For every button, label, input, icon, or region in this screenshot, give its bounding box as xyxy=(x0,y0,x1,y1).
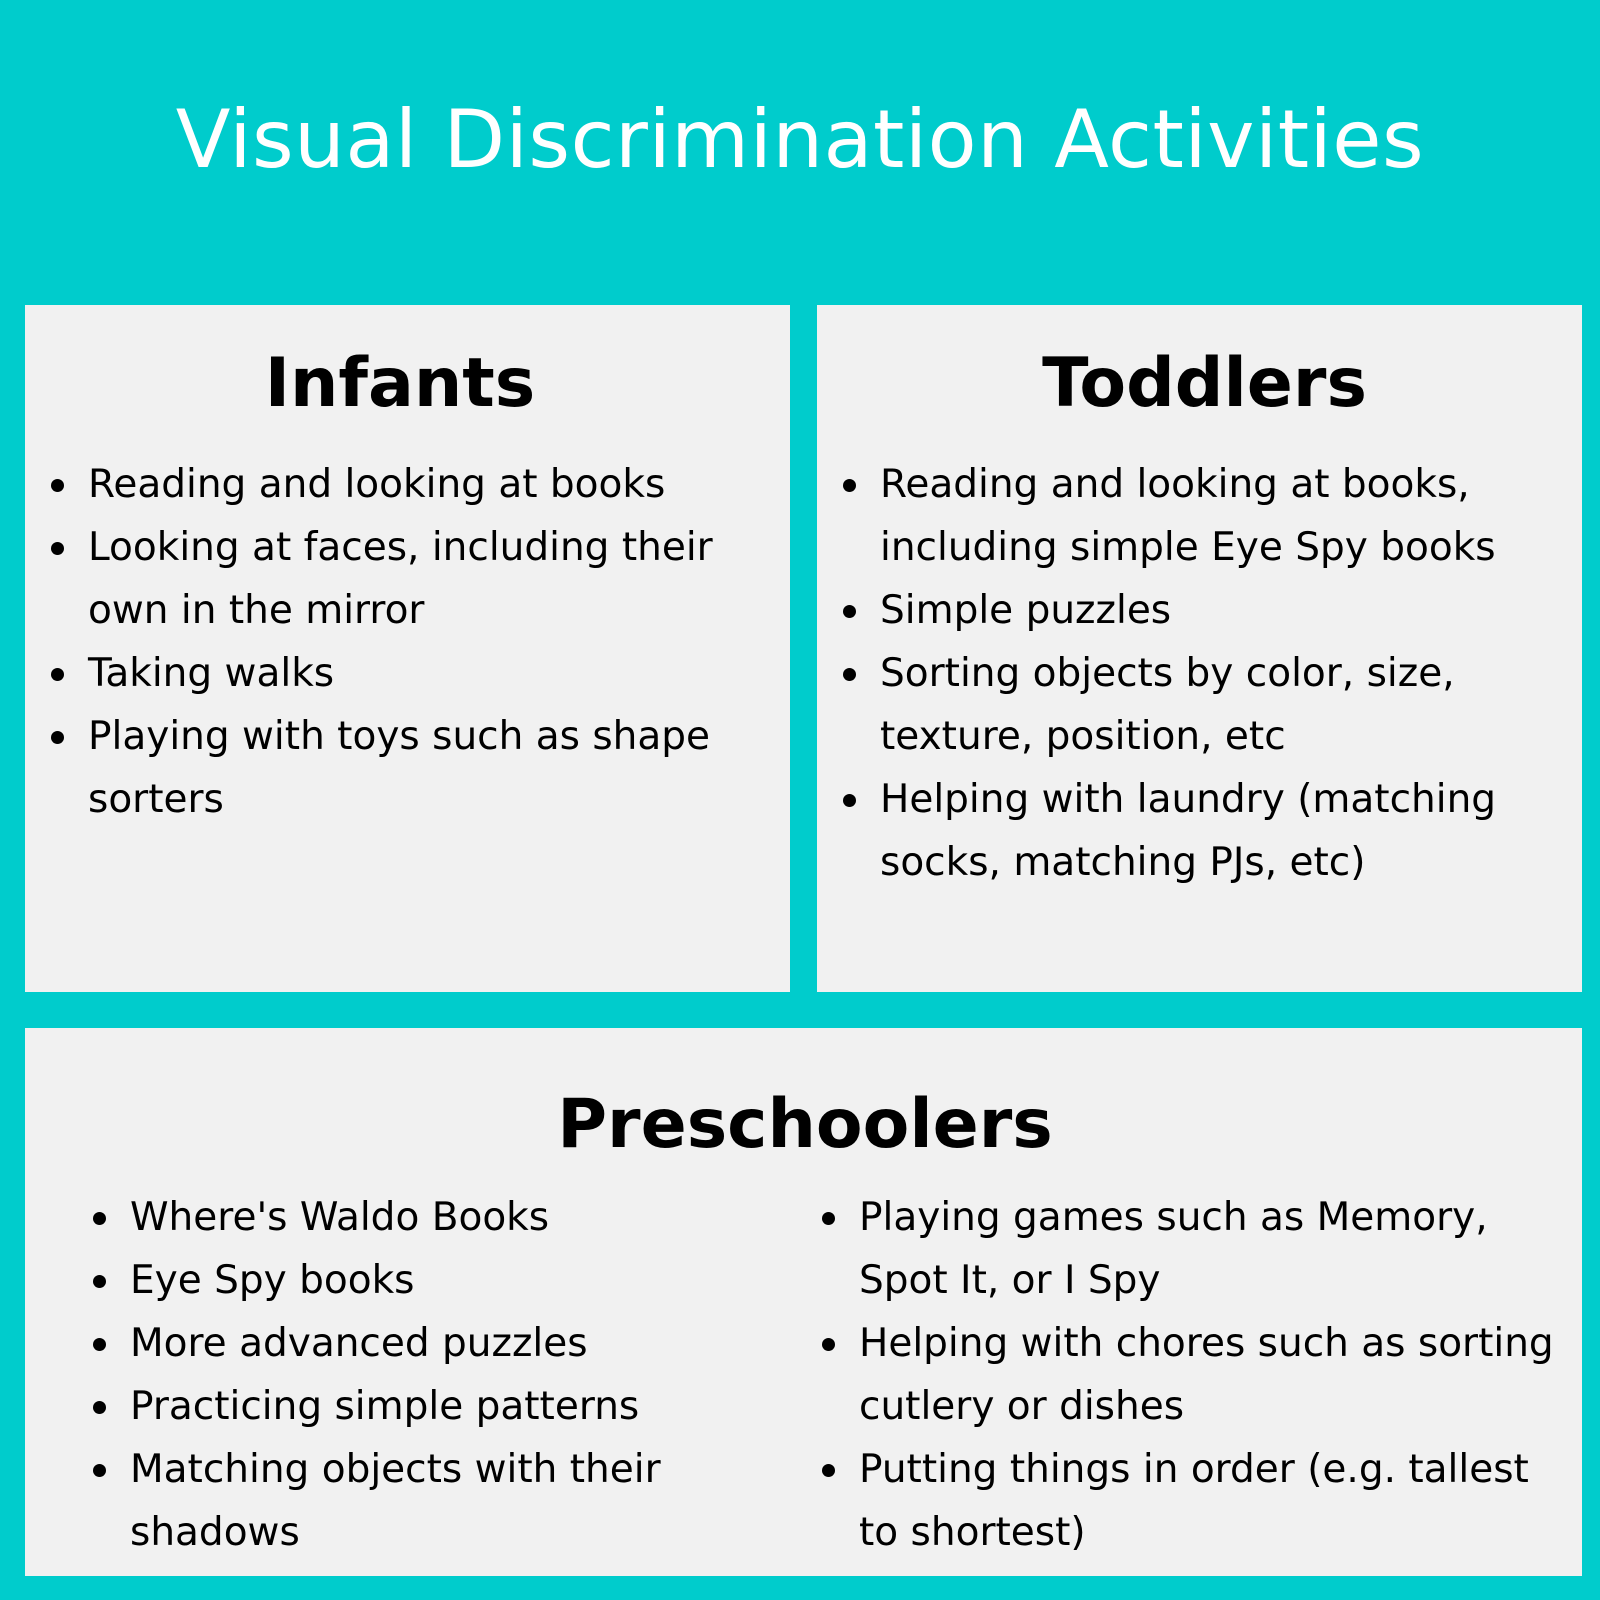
list-item: Playing with toys such as shape sorters xyxy=(25,705,785,831)
preschoolers-activity-list-right xyxy=(796,1186,1556,1564)
list-item: Playing games such as Memory, Spot It, or I Spy xyxy=(796,1186,1556,1312)
toddlers-activity-list xyxy=(817,453,1577,894)
list-item: More advanced puzzles xyxy=(67,1312,767,1375)
preschoolers-heading: Preschoolers xyxy=(557,1085,1053,1164)
list-item: Sorting objects by color, size, texture, position, etc xyxy=(817,642,1577,768)
list-item: Looking at faces, including their own in the mirror xyxy=(25,516,785,642)
list-item: Simple puzzles xyxy=(817,579,1577,642)
list-item: Helping with laundry (matching socks, matching PJs, etc) xyxy=(817,768,1577,894)
page-title: Visual Discrimination Activities xyxy=(175,93,1425,186)
list-item: Practicing simple patterns xyxy=(67,1375,767,1438)
list-item: Putting things in order (e.g. tallest to shortest) xyxy=(796,1438,1556,1564)
list-item: Matching objects with their shadows xyxy=(67,1438,767,1564)
preschoolers-card xyxy=(25,1028,1582,1576)
infants-heading: Infants xyxy=(264,344,536,423)
toddlers-heading: Toddlers xyxy=(1042,344,1367,423)
infants-card xyxy=(25,305,790,992)
list-item: Reading and looking at books xyxy=(25,453,785,516)
list-item: Reading and looking at books, including simple Eye Spy books xyxy=(817,453,1577,579)
preschoolers-activity-list-left xyxy=(67,1186,767,1564)
toddlers-card xyxy=(817,305,1582,992)
list-item: Eye Spy books xyxy=(67,1249,767,1312)
infants-activity-list xyxy=(25,453,785,831)
list-item: Where's Waldo Books xyxy=(67,1186,767,1249)
list-item: Taking walks xyxy=(25,642,785,705)
list-item: Helping with chores such as sorting cutlery or dishes xyxy=(796,1312,1556,1438)
